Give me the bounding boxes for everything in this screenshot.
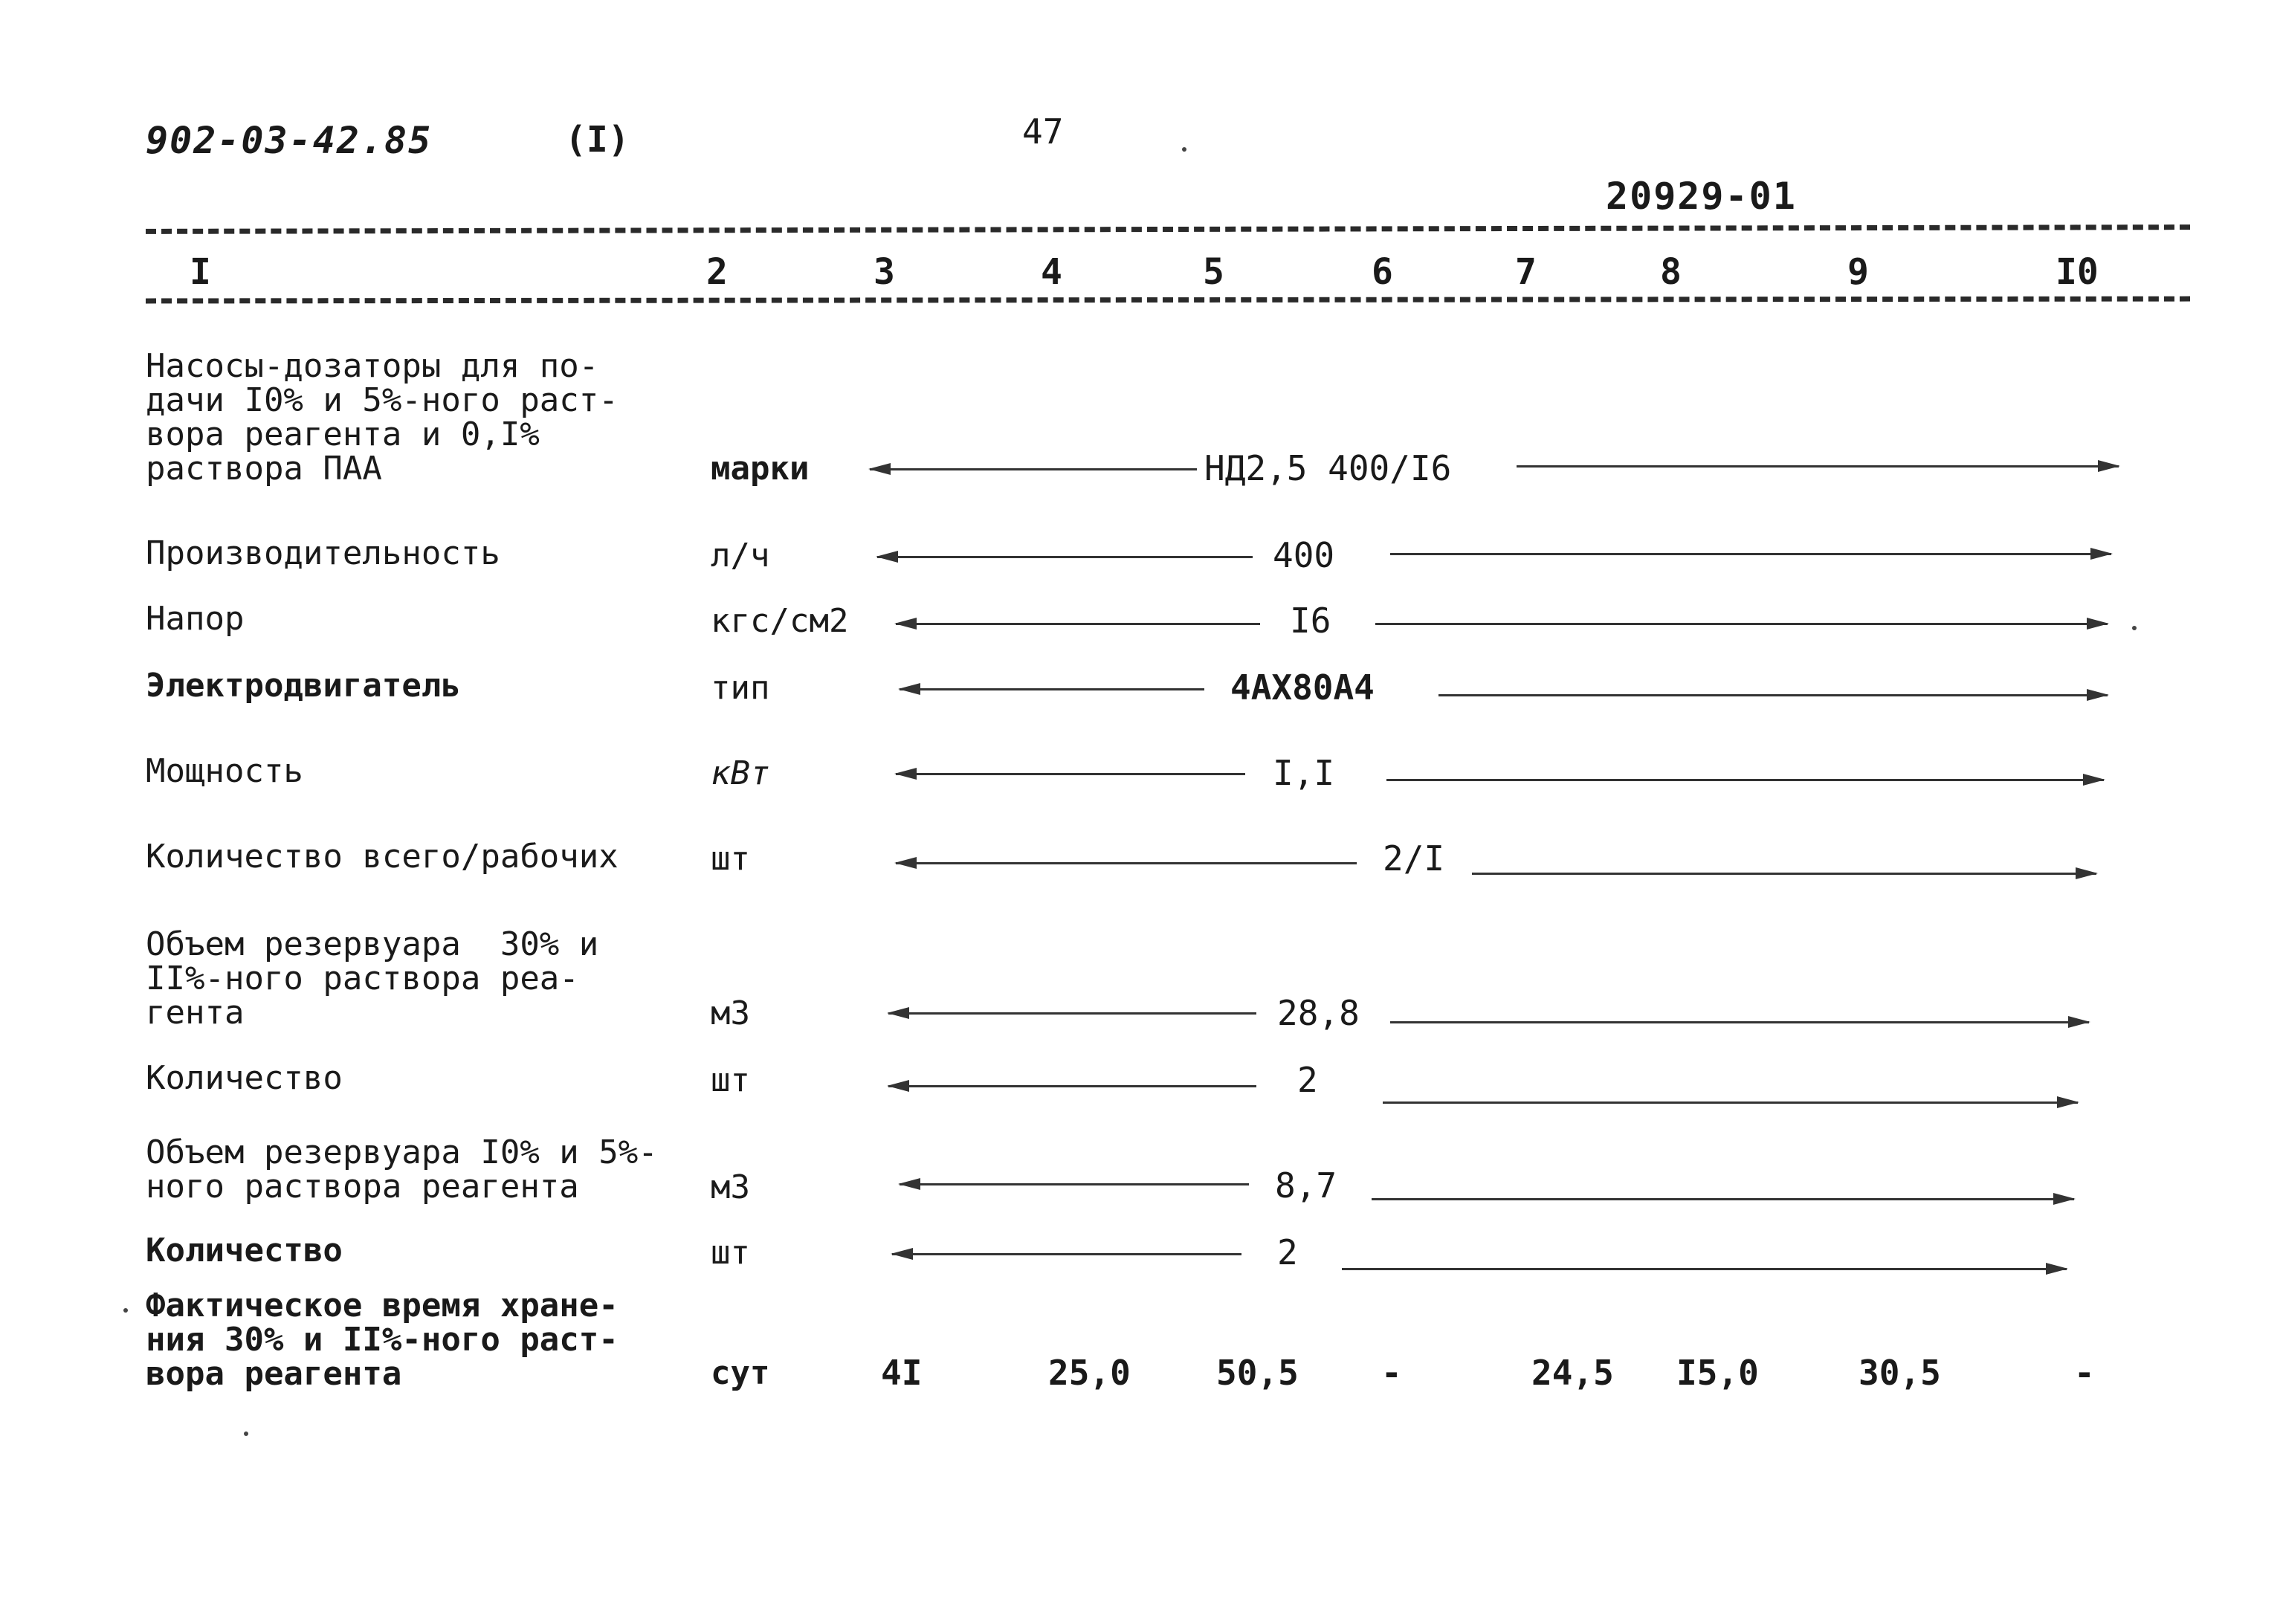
scan-speck [123, 1308, 128, 1313]
row-motor-name: Электродвигатель [146, 667, 461, 705]
row-capacity-arrow-left [877, 556, 1253, 558]
row-quantity-1-unit: шт [711, 1061, 750, 1099]
row-capacity-arrow-right [1390, 553, 2111, 555]
row-quantity-1-value: 2 [1297, 1060, 1318, 1100]
row-quantity-2-value: 2 [1277, 1232, 1298, 1272]
row-quantity-1-arrow-left [888, 1085, 1256, 1087]
row-quantity-1-arrow-right [1383, 1101, 2078, 1104]
row-head-name: Напор [146, 600, 245, 638]
storage-time-col-9: 30,5 [1859, 1353, 1941, 1393]
column-number-2: 2 [706, 251, 728, 293]
row-tank-volume-10-arrow-left [900, 1183, 1249, 1185]
row-power-arrow-left [896, 773, 1245, 775]
row-tank-volume-30-value: 28,8 [1277, 993, 1360, 1033]
page-number: 47 [1022, 111, 1064, 152]
row-power-unit: кВт [711, 754, 770, 792]
row-storage-time-name: Фактическое время хране- ния 30% и II%-ного раст- вора реагента [146, 1287, 619, 1393]
storage-time-col-3: 4I [881, 1353, 923, 1393]
section-label: (I) [565, 119, 630, 161]
row-quantity-2-unit: шт [711, 1234, 750, 1272]
row-motor-unit: тип [711, 669, 770, 707]
storage-time-col-10: - [2074, 1353, 2095, 1393]
column-number-9: 9 [1847, 251, 1869, 293]
row-tank-volume-10-name: Объем резервуара I0% и 5%- ного раствора реагента [146, 1133, 658, 1206]
row-count-total-name: Количество всего/рабочих [146, 838, 619, 876]
storage-time-col-8: I5,0 [1676, 1353, 1759, 1393]
column-number-5: 5 [1203, 251, 1224, 293]
storage-time-col-4: 25,0 [1048, 1353, 1131, 1393]
row-count-total-value: 2/I [1383, 838, 1445, 879]
header-rule-top [146, 224, 2190, 234]
storage-time-col-7: 24,5 [1531, 1353, 1614, 1393]
row-motor-value: 4АХ80А4 [1230, 667, 1375, 708]
row-quantity-2-arrow-left [892, 1253, 1241, 1255]
row-head-arrow-right [1375, 623, 2108, 625]
storage-time-col-5: 50,5 [1216, 1353, 1299, 1393]
row-power-value: I,I [1273, 753, 1335, 793]
row-pumps-arrow-right [1517, 465, 2119, 468]
column-number-8: 8 [1660, 251, 1682, 293]
row-count-total-unit: шт [711, 840, 750, 878]
row-tank-volume-10-value: 8,7 [1275, 1165, 1337, 1206]
row-quantity-2-arrow-right [1342, 1268, 2067, 1270]
row-tank-volume-30-name: Объем резервуара 30% и II%-ного раствора реа- гента [146, 925, 599, 1032]
row-capacity-unit: л/ч [711, 537, 770, 575]
row-power-arrow-right [1386, 779, 2104, 781]
row-storage-time-unit: сут [711, 1354, 770, 1392]
row-count-total-arrow-right [1472, 873, 2096, 875]
row-capacity-value: 400 [1273, 535, 1335, 575]
row-pumps-arrow-left [870, 468, 1197, 470]
scan-speck [1182, 147, 1186, 152]
column-number-7: 7 [1515, 251, 1537, 293]
storage-time-col-6: - [1381, 1353, 1402, 1393]
scan-speck [244, 1431, 248, 1436]
document-number: 902-03-42.85 [146, 119, 433, 162]
row-capacity-name: Производительность [146, 534, 500, 572]
header-rule-bottom [146, 297, 2190, 304]
row-head-arrow-left [896, 623, 1260, 625]
row-power-name: Мощность [146, 752, 303, 790]
column-number-6: 6 [1372, 251, 1393, 293]
row-tank-volume-30-arrow-right [1390, 1021, 2089, 1023]
scan-speck [2132, 626, 2137, 630]
row-tank-volume-30-arrow-left [888, 1012, 1256, 1015]
row-pumps-unit: марки [711, 450, 810, 488]
column-number-1: I [190, 251, 211, 293]
row-pumps-value: НД2,5 400/I6 [1204, 448, 1452, 488]
column-number-4: 4 [1041, 251, 1062, 293]
row-head-unit: кгс/см2 [711, 602, 849, 640]
row-tank-volume-10-unit: м3 [711, 1168, 750, 1206]
document-code: 20929-01 [1606, 175, 1797, 218]
row-quantity-1-name: Количество [146, 1059, 343, 1097]
column-number-10: I0 [2056, 251, 2099, 293]
row-tank-volume-10-arrow-right [1372, 1198, 2074, 1200]
row-quantity-2-name: Количество [146, 1232, 343, 1269]
column-number-3: 3 [874, 251, 895, 293]
row-motor-arrow-left [900, 688, 1204, 690]
row-head-value: I6 [1290, 601, 1331, 641]
row-tank-volume-30-unit: м3 [711, 994, 750, 1032]
row-pumps-name: Насосы-дозаторы для по- дачи I0% и 5%-ного раст- вора реагента и 0,I% раствора ПАА [146, 347, 619, 488]
row-count-total-arrow-left [896, 862, 1357, 864]
row-motor-arrow-right [1438, 694, 2108, 696]
